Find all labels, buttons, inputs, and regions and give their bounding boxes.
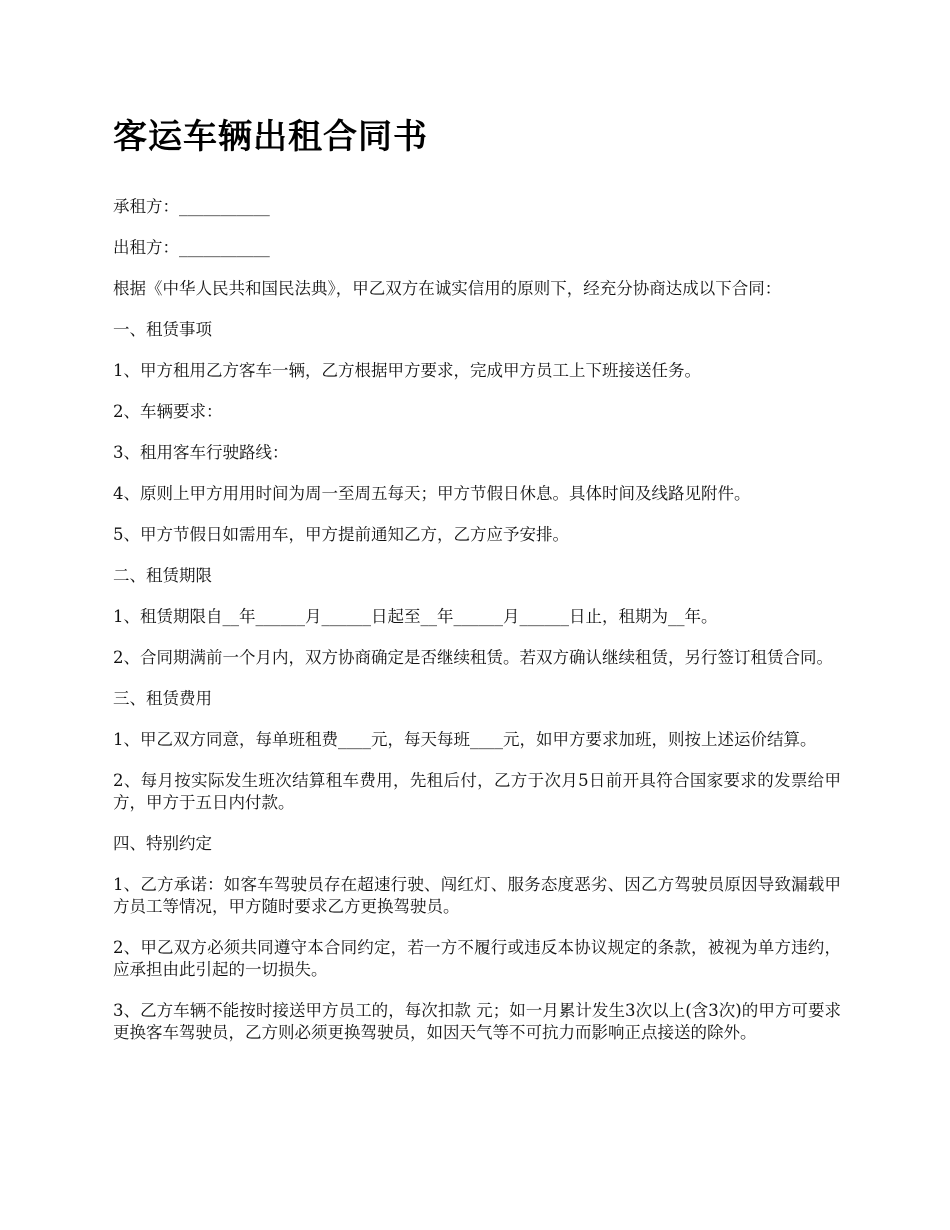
section-heading-special-terms: 四、特别约定 — [113, 834, 212, 853]
section-heading-lease-term: 二、租赁期限 — [113, 566, 212, 585]
section-heading-lease-fees: 三、租赁费用 — [113, 689, 212, 708]
clause-2-1: 1、租赁期限自__年______月______日起至__年______月______日止，租期为__年。 — [113, 607, 718, 626]
clause-4-2: 2、甲乙双方必须共同遵守本合同约定，若一方不履行或违反本协议规定的条款，被视为单方违约，应承担由此引起的一切损失。 — [113, 938, 841, 979]
clause-1-4: 4、原则上甲方用用时间为周一至周五每天；甲方节假日休息。具体时间及线路见附件。 — [113, 484, 751, 503]
clause-4-3: 3、乙方车辆不能按时接送甲方员工的，每次扣款 元；如一月累计发生3次以上(含3次)的甲方可要求更换客车驾驶员，乙方则必须更换驾驶员，如因天气等不可抗力而影响正点接送的除外。 — [113, 1001, 841, 1042]
clause-1-1: 1、甲方租用乙方客车一辆，乙方根据甲方要求，完成甲方员工上下班接送任务。 — [113, 361, 701, 380]
document-title: 客运车辆出租合同书 — [113, 117, 428, 157]
clause-4-1: 1、乙方承诺：如客车驾驶员存在超速行驶、闯红灯、服务态度恶劣、因乙方驾驶员原因导致漏载甲方员工等情况，甲方随时要求乙方更换驾驶员。 — [113, 875, 841, 916]
preamble-paragraph: 根据《中华人民共和国民法典》，甲乙双方在诚实信用的原则下，经充分协商达成以下合同： — [113, 279, 782, 298]
lessee-line: 承租方：___________ — [113, 197, 270, 216]
clause-1-2: 2、车辆要求： — [113, 402, 223, 421]
clause-3-1: 1、甲乙双方同意，每单班租费____元，每天每班____元，如甲方要求加班，则按上述运价结算。 — [113, 730, 817, 749]
lessor-line: 出租方：___________ — [113, 238, 270, 257]
section-heading-lease-items: 一、租赁事项 — [113, 320, 212, 339]
clause-2-2: 2、合同期满前一个月内，双方协商确定是否继续租赁。若双方确认继续租赁，另行签订租赁合同。 — [113, 648, 833, 667]
document-page — [113, 112, 841, 1063]
clause-1-5: 5、甲方节假日如需用车，甲方提前通知乙方，乙方应予安排。 — [113, 525, 569, 544]
clause-1-3: 3、租用客车行驶路线： — [113, 443, 289, 462]
clause-3-2: 2、每月按实际发生班次结算租车费用，先租后付，乙方于次月5日前开具符合国家要求的发票给甲方，甲方于五日内付款。 — [113, 771, 841, 812]
